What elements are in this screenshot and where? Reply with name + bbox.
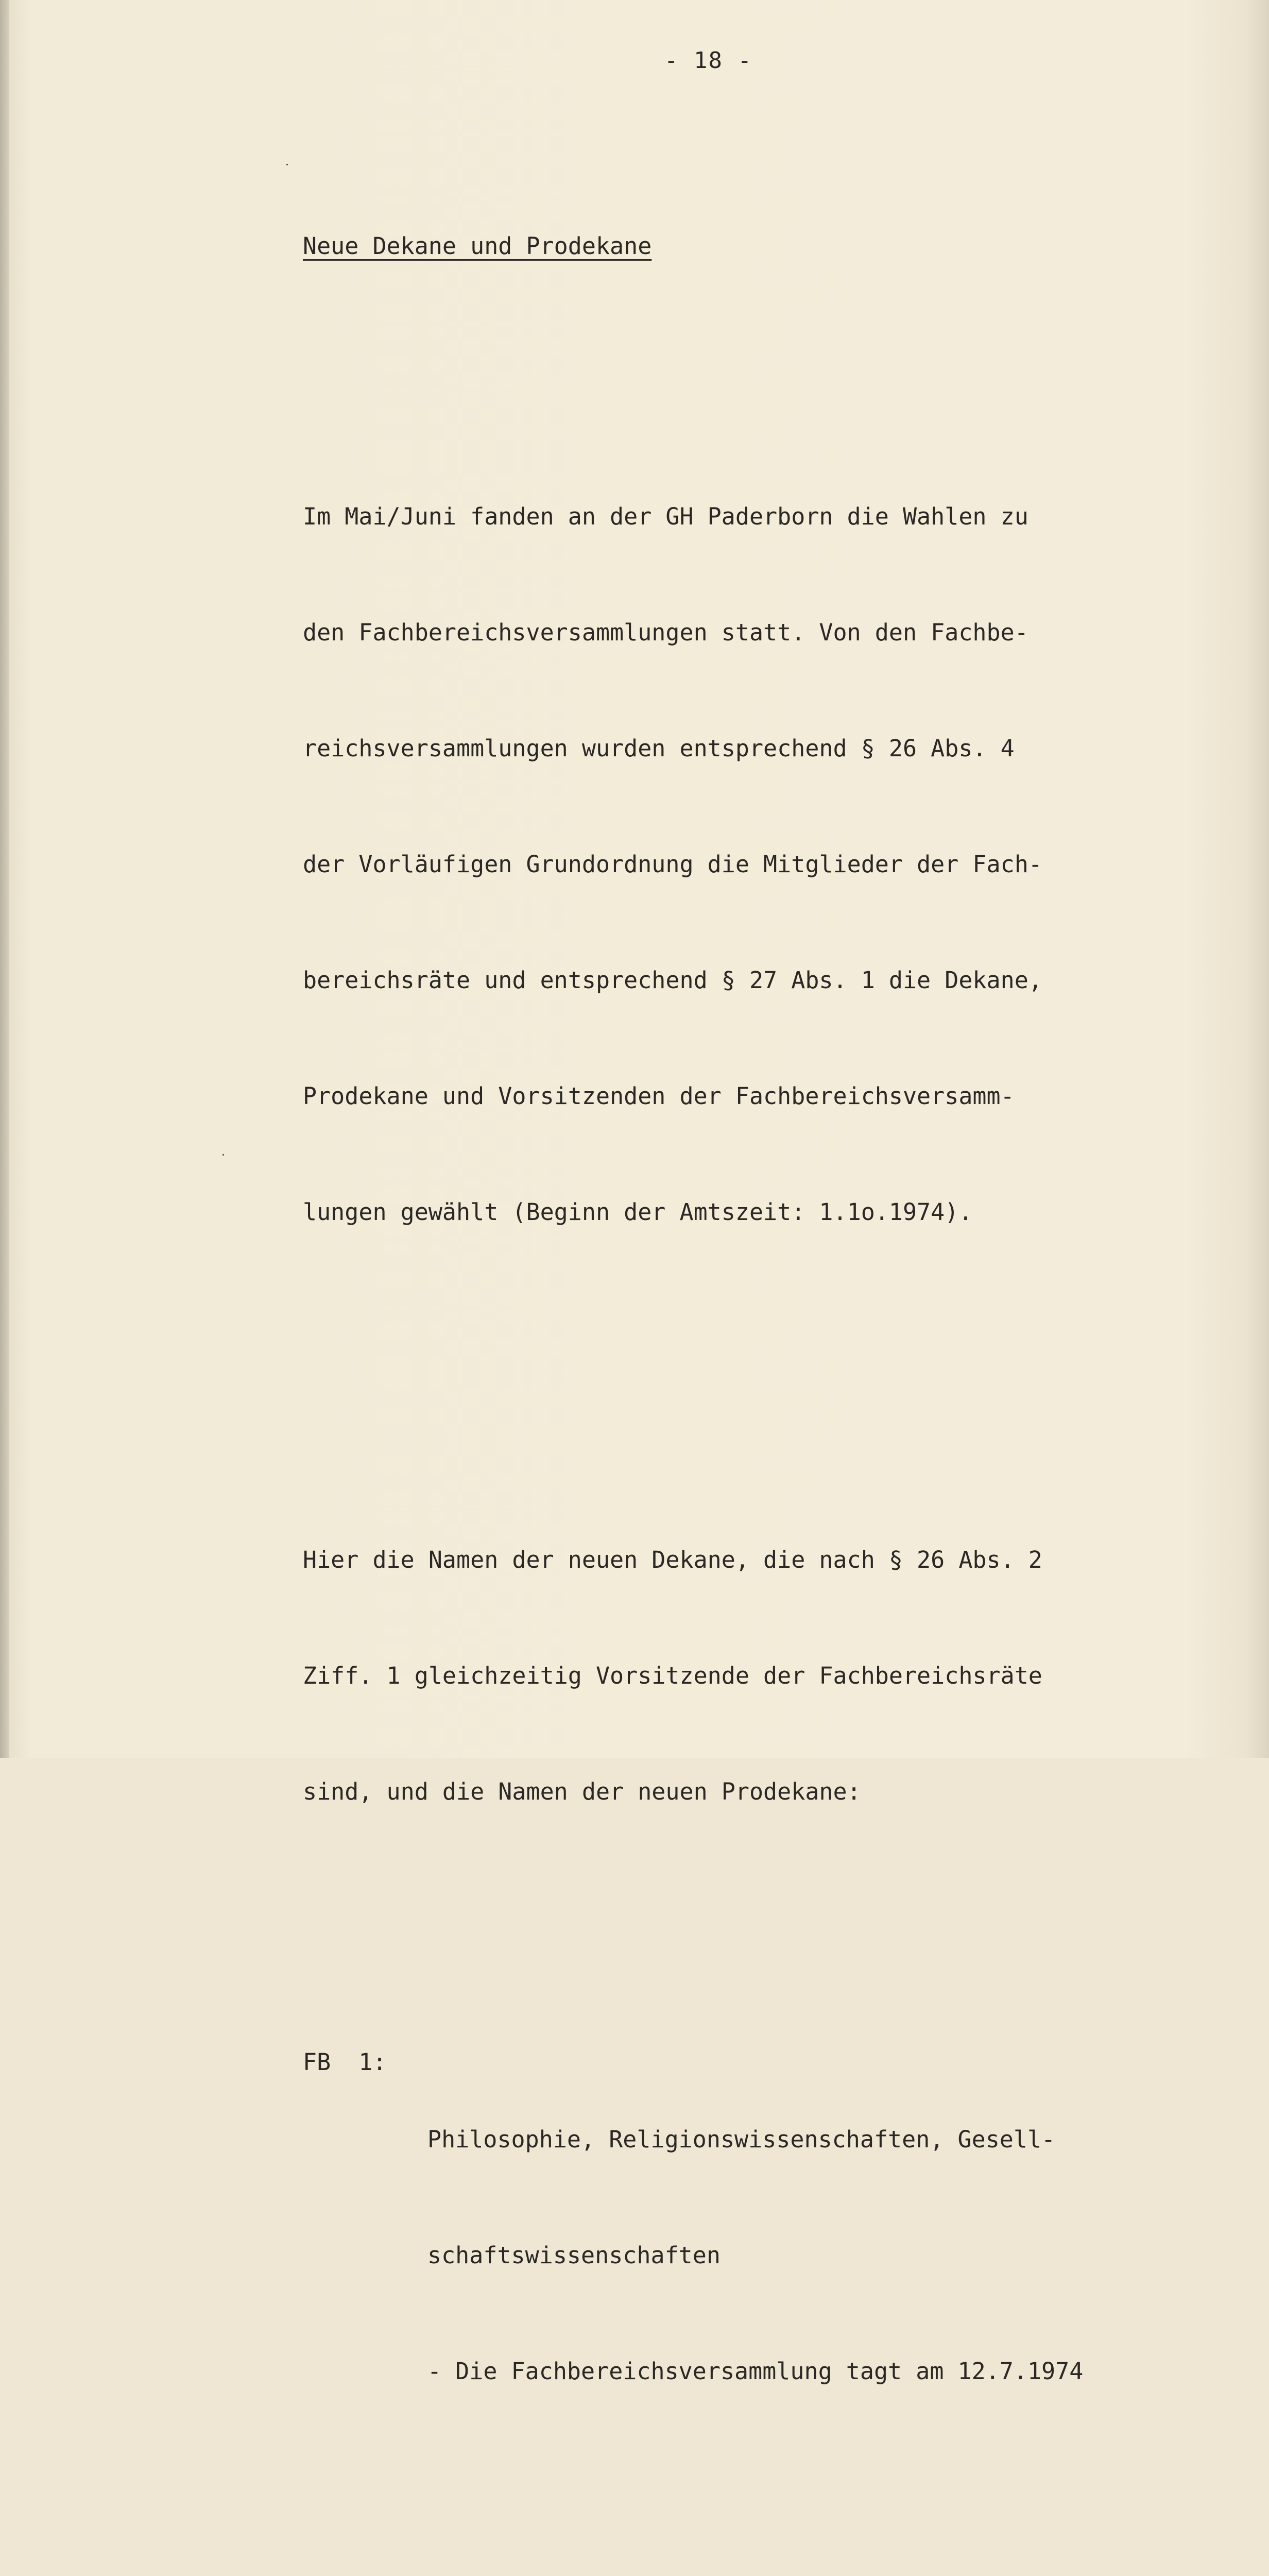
text-line: bereichsräte und entsprechend § 27 Abs. 1 die Dekane, (303, 967, 1042, 994)
paragraph-1 (303, 420, 1178, 1309)
text-line: reichsversammlungen wurden entsprechend § 26 Abs. 4 (303, 735, 1015, 762)
margin-dot (222, 1154, 224, 1156)
text-line: Prodekane und Vorsitzenden der Fachbereichsversamm- (303, 1082, 1015, 1110)
binding-edge (0, 0, 9, 1758)
fb-line: Philosophie, Religionswissenschaften, Gesell- (427, 2126, 1056, 2153)
fb-line: schaftswissenschaften (427, 2242, 721, 2269)
fb-details (427, 2043, 1178, 2468)
fb-line: - Die Fachbereichsversammlung tagt am 12.7.1974 (427, 2358, 1084, 2385)
text-line: den Fachbereichsversammlungen statt. Von den Fachbe- (303, 619, 1028, 646)
text-line: Im Mai/Juni fanden an der GH Paderborn die Wahlen zu (303, 503, 1028, 530)
page-number: - 18 - (664, 47, 752, 74)
text-line: Hier die Namen der neuen Dekane, die nach § 26 Abs. 2 (303, 1546, 1042, 1573)
text-line: Ziff. 1 gleichzeitig Vorsitzende der Fachbereichsräte (303, 1662, 1042, 1689)
text-line: der Vorläufigen Grundordnung die Mitglieder der Fach- (303, 851, 1042, 878)
text-line: lungen gewählt (Beginn der Amtszeit: 1.1o.1974). (303, 1198, 973, 1226)
margin-dot (286, 164, 288, 165)
paragraph-2 (303, 1463, 1178, 1888)
fb-entry-1 (303, 2043, 1178, 2468)
text-line: sind, und die Namen der neuen Prodekane: (303, 1778, 861, 1805)
fb-label: FB 1: (303, 2048, 387, 2076)
document-body (303, 149, 1178, 2576)
section-heading: Neue Dekane und Prodekane (303, 232, 652, 260)
